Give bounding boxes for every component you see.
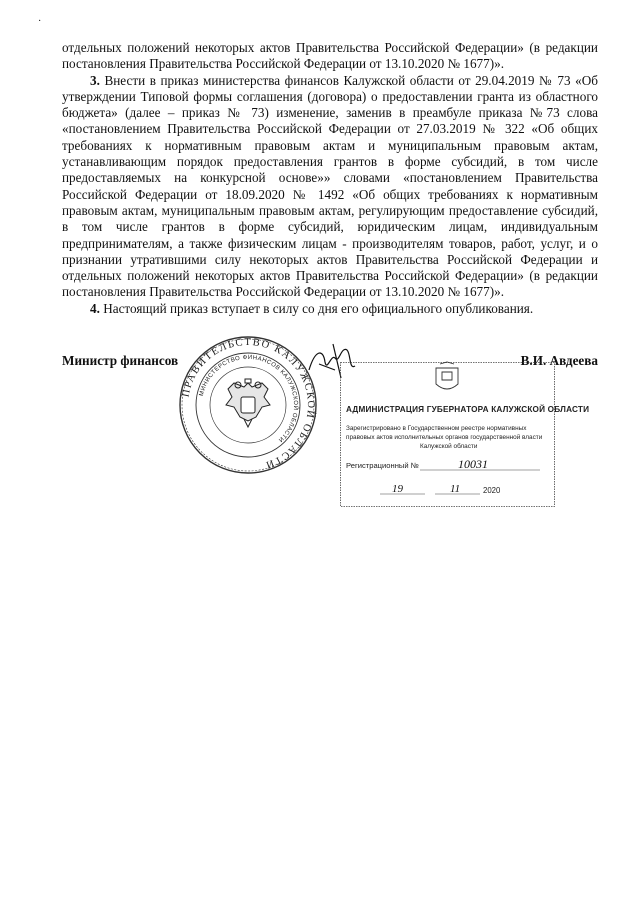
stamp-line-3: Калужской области [420,443,478,450]
reg-number-value: 10031 [458,457,488,471]
item-3-number: 3. [90,72,100,88]
paragraph-item-3 [62,73,598,301]
item-4-text: Настоящий приказ вступает в силу со дня его официального опубликования. [99,300,534,316]
reg-number-label: Регистрационный № [346,461,419,470]
stamp-line-2: правовых актов исполнительных органов государственной власти [346,434,543,441]
eagle-emblem-icon [226,379,270,427]
corner-mark: · [38,16,42,27]
paragraph-continuation: отдельных положений некоторых актов Правительства Российской Федерации» (в редакции постановления Правительства Российской Федерации от 13.10.2020 № 1677)». [62,40,598,72]
reg-date-month: 11 [450,483,461,495]
reg-date-day: 19 [392,483,403,495]
reg-date-year: 2020 [483,486,501,495]
body-text [62,40,598,317]
stamp-header: АДМИНИСТРАЦИЯ ГУБЕРНАТОРА КАЛУЖСКОЙ ОБЛАСТИ [346,405,590,414]
signatory-position: Министр финансов [62,353,179,368]
item-4-number: 4. [90,300,100,316]
paragraph-item-4 [62,301,598,317]
stamp-line-1: Зарегистрировано в Государственном реестре нормативных [346,425,527,432]
seal-outer-text: ПРАВИТЕЛЬСТВО КАЛУЖСКОЙ ОБЛАСТИ [180,336,317,471]
signatory-name: В.И. Авдеева [520,353,598,368]
coat-of-arms-icon [436,362,458,389]
official-seal [178,335,318,475]
item-3-text: Внести в приказ министерства финансов Калужской области от 29.04.2019 № 73 «Об утверждении Типовой формы соглашения (договора) о предоставлении гранта из областного бюджета» (далее – приказ № 73) изменение, заменив в преамбуле приказа №73 слова «постановлением Правительства Российской Федерации от 27.03.2019 № 322 «Об общих требованиях к нормативным правовым актам и муниципальным правовым актам, устанавливающим порядок предоставления грантов в форме субсидий, в том числе предоставляемых на конкурсной основе»» словами «постановлением Правительства Российской Федерации от 18.09.2020 № 1492 «Об общих требованиях к нормативным правовым актам, муниципальным правовым актам, регулирующим предоставление субсидий, в том числе грантов в форме субсидий, юридическим лицам, индивидуальным предпринимателям, а также физическим лицам - производителям товаров, работ, услуг, и о признании утратившими силу некоторых актов Правительства Российской Федерации и отдельных положений некоторых актов Правительства Российской Федерации» (в редакции постановления Правительства Российской Федерации от 13.10.2020 № 1677)». [62,72,598,300]
registration-stamp [340,362,590,507]
seal-inner-text: МИНИСТЕРСТВО ФИНАНСОВ КАЛУЖСКОЙ ОБЛАСТИ [198,354,299,443]
